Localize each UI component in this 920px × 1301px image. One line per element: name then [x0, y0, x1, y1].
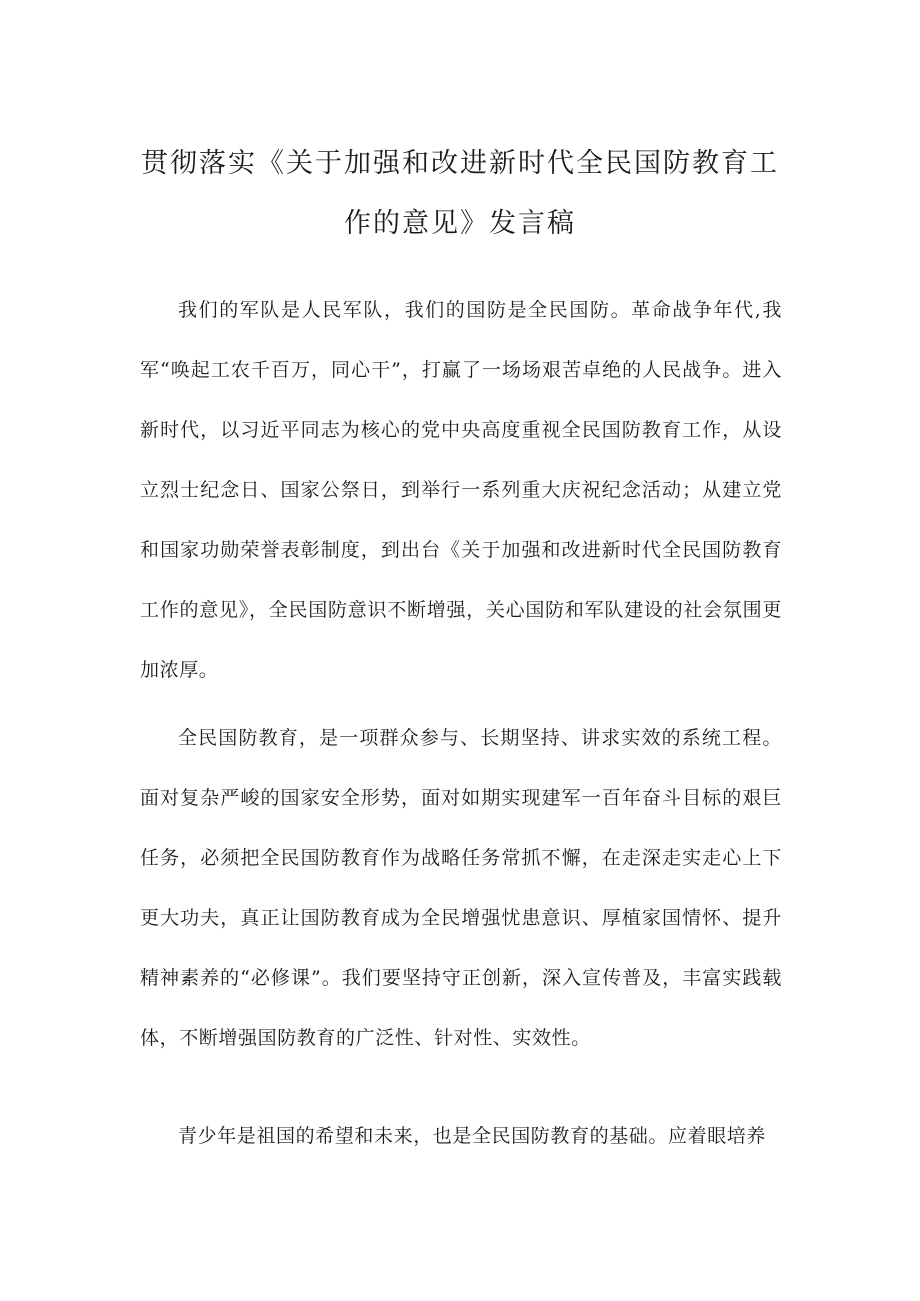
paragraph-2: 全民国防教育，是一项群众参与、长期坚持、讲求实效的系统工程。面对复杂严峻的国家安全形势，面对如期实现建军一百年奋斗目标的艰巨任务，必须把全民国防教育作为战略任务常抓不懈，在走深走实走心上下更大功夫，真正让国防教育成为全民增强忧患意识、厚植家国情怀、提升精神素养的“必修课”。我们要坚持守正创新，深入宣传普及，丰富实践载体，不断增强国防教育的广泛性、针对性、实效性。 — [140, 727, 782, 1049]
paragraph-1: 我们的军队是人民军队，我们的国防是全民国防。革命战争年代,我军“唤起工农千百万，同心干”，打赢了一场场艰苦卓绝的人民战争。进入新时代，以习近平同志为核心的党中央高度重视全民国防教育工作，从设立烈士纪念日、国家公祭日，到举行一系列重大庆祝纪念活动；从建立党和国家功勋荣誉表彰制度，到出台《关于加强和改进新时代全民国防教育工作的意见》，全民国防意识不断增强，关心国防和军队建设的社会氛围更加浓厚。 — [140, 299, 782, 681]
paragraph-3: 青少年是祖国的希望和未来，也是全民国防教育的基础。应着眼培养 — [178, 1125, 767, 1147]
document-title: 贯彻落实《关于加强和改进新时代全民国防教育工作的意见》发言稿 — [141, 148, 779, 239]
